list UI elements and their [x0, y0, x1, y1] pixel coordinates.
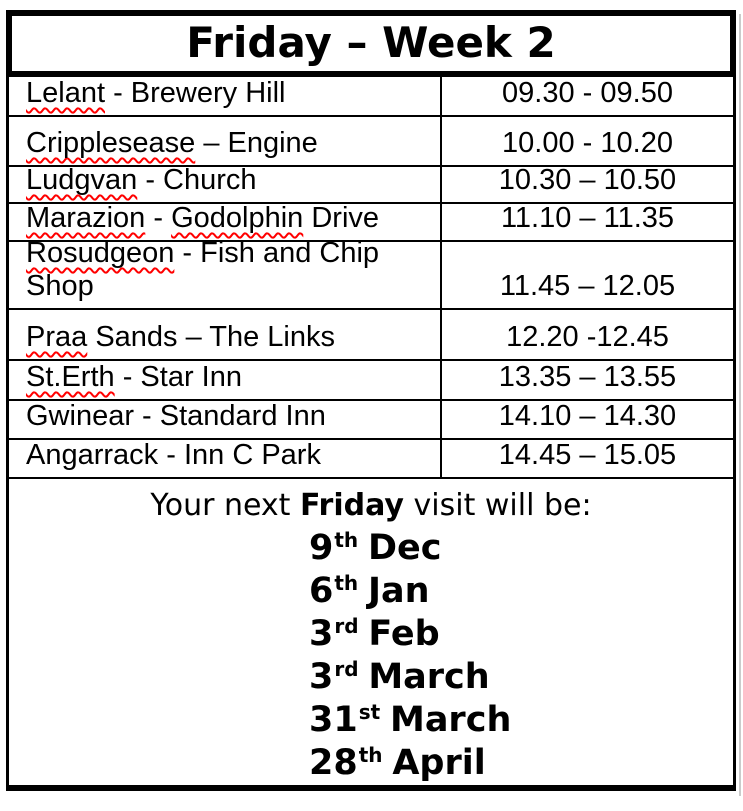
footer-intro-day-word: Friday	[299, 488, 404, 523]
location-text	[26, 400, 326, 433]
misspelled-word: Praa	[26, 321, 88, 353]
location-text	[26, 77, 285, 110]
table-row	[9, 237, 733, 310]
time-cell	[440, 310, 733, 359]
time-text: 14.10 – 14.30	[498, 400, 677, 432]
time-cell	[440, 440, 733, 477]
time-text: 10.00 - 10.20	[502, 127, 673, 159]
date-day: 3	[309, 657, 334, 697]
footer-date	[309, 701, 733, 744]
location-rest: – Engine	[195, 127, 318, 159]
location-rest: -	[145, 202, 172, 234]
time-cell	[440, 242, 733, 308]
time-text: 13.35 – 13.55	[498, 361, 677, 393]
location-text	[26, 202, 379, 235]
location-text	[26, 321, 335, 354]
table-row	[9, 77, 733, 117]
date-ordinal: st	[358, 700, 381, 724]
location-text	[26, 164, 257, 197]
date-ordinal: th	[358, 743, 383, 767]
table-row	[9, 401, 733, 440]
time-text: 10.30 – 10.50	[498, 164, 677, 196]
table-row	[9, 164, 733, 204]
location-cell	[9, 401, 440, 438]
date-month: Feb	[368, 614, 440, 654]
footer-date-list	[9, 526, 733, 787]
location-rest: - Star Inn	[114, 361, 242, 393]
date-month: April	[392, 743, 486, 783]
time-text: 12.20 -12.45	[506, 321, 669, 353]
footer-intro-suffix: visit will be:	[404, 488, 592, 523]
time-cell	[440, 401, 733, 438]
footer-date	[309, 658, 733, 701]
time-cell	[440, 164, 733, 202]
location-rest: Gwinear - Standard Inn	[26, 400, 326, 432]
time-text: 09.30 - 09.50	[502, 77, 673, 109]
footer-date	[309, 744, 733, 787]
location-text	[26, 237, 430, 303]
date-ordinal: th	[334, 571, 359, 595]
location-cell	[9, 440, 440, 477]
schedule-table	[6, 77, 736, 791]
schedule-title-box	[6, 10, 736, 77]
time-text: 11.45 – 12.05	[499, 270, 676, 302]
location-cell	[9, 361, 440, 399]
scan-artifact-line	[739, 14, 741, 796]
date-ordinal: rd	[334, 657, 359, 681]
date-day: 3	[309, 614, 334, 654]
table-row	[9, 361, 733, 401]
footer-cell	[9, 479, 733, 787]
location-text	[26, 439, 321, 472]
location-cell	[9, 77, 440, 115]
date-day: 6	[309, 571, 334, 611]
location-rest: Angarrack - Inn C Park	[26, 439, 321, 471]
date-month: March	[389, 700, 512, 740]
location-text	[26, 361, 242, 394]
misspelled-word: Lelant	[26, 77, 106, 109]
date-ordinal: rd	[334, 614, 359, 638]
footer-intro-prefix: Your next	[150, 488, 300, 523]
location-cell	[9, 164, 440, 202]
misspelled-word: Godolphin	[171, 202, 304, 234]
time-text: 11.10 – 11.35	[500, 202, 675, 234]
location-cell	[9, 117, 440, 165]
footer-intro	[9, 486, 733, 526]
date-month: Dec	[367, 528, 442, 568]
page-title: Friday – Week 2	[186, 17, 556, 67]
location-text	[26, 127, 318, 160]
date-day: 9	[309, 528, 334, 568]
date-day: 28	[309, 743, 358, 783]
time-cell	[440, 77, 733, 115]
location-cell	[9, 204, 440, 240]
table-row	[9, 440, 733, 479]
date-day: 31	[309, 700, 358, 740]
time-cell	[440, 361, 733, 399]
location-rest: - Church	[137, 164, 257, 196]
location-cell	[9, 237, 440, 308]
date-month: Jan	[367, 571, 430, 611]
location-rest: Sands – The Links	[87, 321, 335, 353]
footer-date	[309, 572, 733, 615]
location-cell	[9, 310, 440, 359]
date-ordinal: th	[334, 528, 359, 552]
misspelled-word: Cripplesease	[26, 127, 196, 159]
location-rest: Drive	[303, 202, 380, 234]
date-month: March	[368, 657, 490, 697]
time-cell	[440, 117, 733, 165]
table-row	[9, 117, 733, 167]
misspelled-word: Ludgvan	[26, 164, 138, 196]
footer-date	[309, 529, 733, 572]
location-rest: - Fish and Chip Shop	[26, 237, 380, 302]
time-text: 14.45 – 15.05	[498, 439, 677, 471]
misspelled-word: St.Erth	[26, 361, 115, 393]
table-row	[9, 310, 733, 361]
location-rest: - Brewery Hill	[105, 77, 286, 109]
misspelled-word: Rosudgeon	[26, 237, 175, 269]
misspelled-word: Marazion	[26, 202, 146, 234]
time-cell	[440, 204, 733, 240]
footer-date	[309, 615, 733, 658]
